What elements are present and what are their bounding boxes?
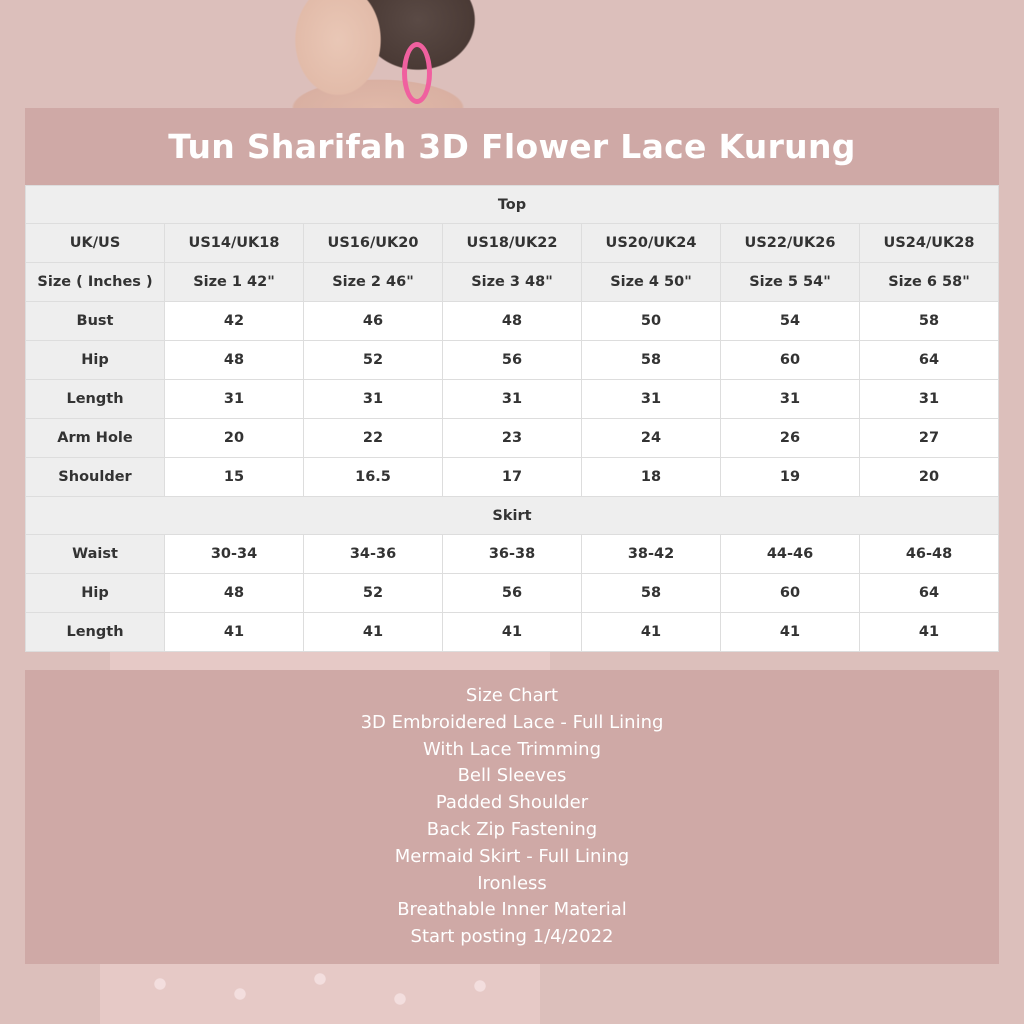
- description-line: Mermaid Skirt - Full Lining: [394, 845, 630, 867]
- size-table: [25, 185, 999, 652]
- row-label: Length: [26, 380, 165, 419]
- size-table-body: [26, 186, 999, 652]
- row-label: Length: [26, 613, 165, 652]
- row-label: UK/US: [26, 224, 165, 263]
- row-label: Hip: [26, 574, 165, 613]
- dress-photo-strip: [110, 652, 550, 670]
- table-cell: 48: [165, 574, 304, 613]
- table-cell: 46: [304, 302, 443, 341]
- section-skirt-label: Skirt: [26, 497, 999, 535]
- table-cell: 20: [860, 458, 999, 497]
- model-photo-top: [268, 0, 478, 108]
- table-cell: US18/UK22: [443, 224, 582, 263]
- table-cell: 60: [721, 574, 860, 613]
- table-cell: 41: [721, 613, 860, 652]
- row-label: Bust: [26, 302, 165, 341]
- table-cell: 60: [721, 341, 860, 380]
- description-line: Back Zip Fastening: [426, 819, 598, 840]
- table-cell: 36-38: [443, 535, 582, 574]
- table-cell: 48: [443, 302, 582, 341]
- section-skirt-row: [26, 497, 999, 535]
- table-row: [26, 458, 999, 497]
- table-cell: 64: [860, 574, 999, 613]
- row-label: Arm Hole: [26, 419, 165, 458]
- table-cell: 22: [304, 419, 443, 458]
- size-chart: [25, 185, 999, 652]
- description-line: Ironless: [477, 872, 547, 894]
- description-line: 3D Embroidered Lace - Full Lining: [360, 711, 664, 733]
- row-label: Shoulder: [26, 458, 165, 497]
- table-cell: 50: [582, 302, 721, 341]
- row-label: Waist: [26, 535, 165, 574]
- table-cell: 41: [165, 613, 304, 652]
- table-row: [26, 380, 999, 419]
- table-cell: 27: [860, 419, 999, 458]
- table-row: [26, 302, 999, 341]
- table-cell: US16/UK20: [304, 224, 443, 263]
- table-cell: 48: [165, 341, 304, 380]
- table-row: [26, 263, 999, 302]
- description-line: Start posting 1/4/2022: [410, 926, 614, 948]
- description-line: Breathable Inner Material: [397, 899, 627, 921]
- page-title: Tun Sharifah 3D Flower Lace Kurung: [168, 127, 856, 166]
- table-cell: 56: [443, 341, 582, 380]
- table-cell: US14/UK18: [165, 224, 304, 263]
- table-cell: 44-46: [721, 535, 860, 574]
- table-cell: 31: [582, 380, 721, 419]
- product-description: [25, 670, 999, 964]
- table-cell: 58: [582, 574, 721, 613]
- table-cell: 23: [443, 419, 582, 458]
- table-cell: 42: [165, 302, 304, 341]
- table-cell: 38-42: [582, 535, 721, 574]
- table-cell: 52: [304, 574, 443, 613]
- table-cell: 31: [721, 380, 860, 419]
- title-banner: [25, 108, 999, 185]
- table-cell: 41: [860, 613, 999, 652]
- section-top-row: [26, 186, 999, 224]
- section-top-label: Top: [26, 186, 999, 224]
- table-cell: 58: [860, 302, 999, 341]
- table-cell: 41: [304, 613, 443, 652]
- table-cell: 18: [582, 458, 721, 497]
- table-cell: 31: [304, 380, 443, 419]
- table-cell: US22/UK26: [721, 224, 860, 263]
- table-cell: 46-48: [860, 535, 999, 574]
- table-cell: 15: [165, 458, 304, 497]
- row-label: Size ( Inches ): [26, 263, 165, 302]
- table-row: [26, 574, 999, 613]
- table-cell: 20: [165, 419, 304, 458]
- table-cell: 31: [443, 380, 582, 419]
- description-line: Bell Sleeves: [457, 765, 567, 787]
- table-cell: 56: [443, 574, 582, 613]
- table-cell: Size 1 42": [165, 263, 304, 302]
- table-cell: 31: [860, 380, 999, 419]
- table-row: [26, 419, 999, 458]
- row-label: Hip: [26, 341, 165, 380]
- table-cell: US24/UK28: [860, 224, 999, 263]
- table-cell: Size 5 54": [721, 263, 860, 302]
- table-cell: 52: [304, 341, 443, 380]
- table-cell: 26: [721, 419, 860, 458]
- table-cell: 24: [582, 419, 721, 458]
- table-cell: 58: [582, 341, 721, 380]
- table-row: [26, 341, 999, 380]
- table-cell: 34-36: [304, 535, 443, 574]
- description-line: Padded Shoulder: [435, 792, 589, 814]
- table-cell: Size 2 46": [304, 263, 443, 302]
- table-cell: US20/UK24: [582, 224, 721, 263]
- table-cell: 19: [721, 458, 860, 497]
- table-cell: 31: [165, 380, 304, 419]
- table-cell: 54: [721, 302, 860, 341]
- table-cell: Size 6 58": [860, 263, 999, 302]
- table-cell: Size 3 48": [443, 263, 582, 302]
- table-cell: 16.5: [304, 458, 443, 497]
- table-row: [26, 613, 999, 652]
- table-cell: 41: [582, 613, 721, 652]
- dress-lace-photo: [100, 964, 540, 1024]
- table-row: [26, 224, 999, 263]
- description-line: Size Chart: [465, 685, 559, 707]
- table-cell: 17: [443, 458, 582, 497]
- earring-image: [402, 42, 432, 104]
- table-row: [26, 535, 999, 574]
- description-line: With Lace Trimming: [423, 738, 601, 760]
- table-cell: Size 4 50": [582, 263, 721, 302]
- table-cell: 64: [860, 341, 999, 380]
- table-cell: 30-34: [165, 535, 304, 574]
- table-cell: 41: [443, 613, 582, 652]
